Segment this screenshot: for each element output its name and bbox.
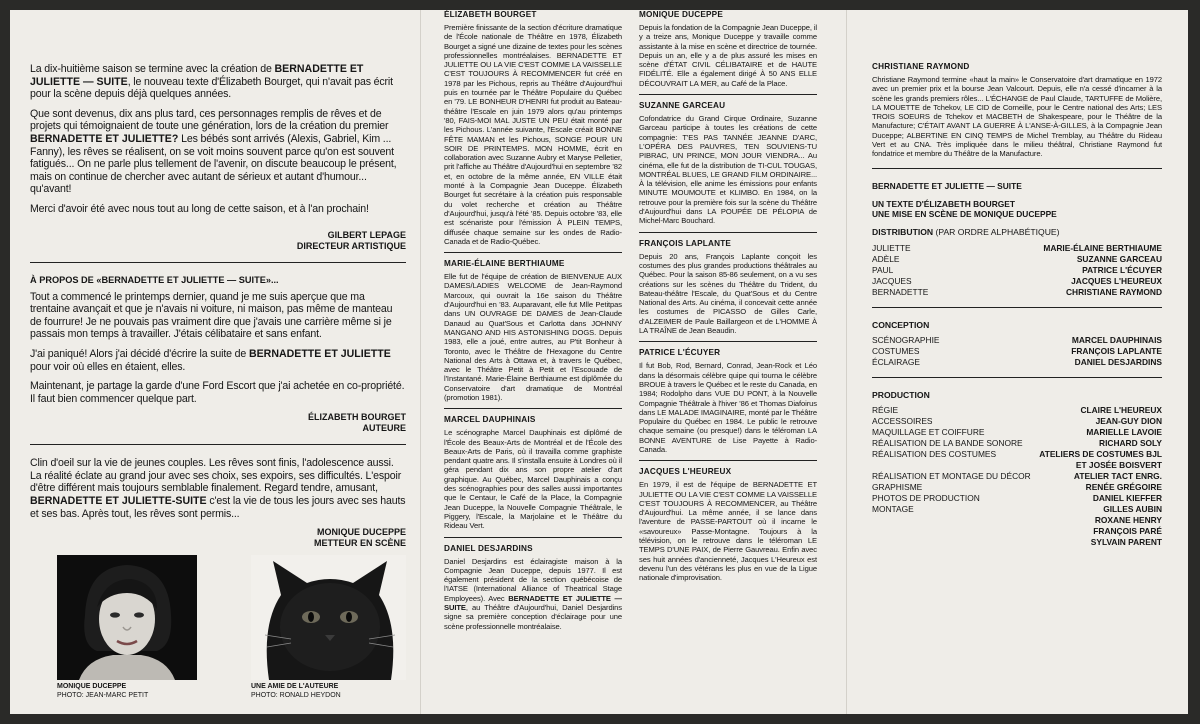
bio-name: MARIE-ÉLAINE BERTHIAUME xyxy=(444,259,565,269)
credit-name: SYLVAIN PARENT xyxy=(1090,536,1162,547)
author-paragraph: Maintenant, je partage la garde d'une Ford Escort que j'ai achetée en co-propriété. Il faut bien commencer quelque part. xyxy=(30,380,405,405)
intro-paragraph: La dix-huitième saison se termine avec la création de BERNADETTE ET JULIETTE — SUITE, le nouveau texte d'Élizabeth Bourget, qui n'avait pas écrit pour la scène depuis déjà quelques années. xyxy=(30,63,393,101)
credit-row xyxy=(872,287,1162,298)
credit-row xyxy=(872,346,1162,357)
credit-role: PHOTOS DE PRODUCTION xyxy=(872,492,980,503)
production-heading: PRODUCTION xyxy=(872,389,930,400)
bio-text: En 1979, il est de l'équipe de BERNADETTE ET JULIETTE OU LA VIE C'EST COMME LA VAISSELLE C'EST TOUJOURS À RECOMMENCER, au Théâtre d'Aujourd'hui. La même année, il se lance dans l'aventure de PASSE-PARTOUT où il incarne le «savoureux» Passe-Montagne. Toujours à la télévision, on le retrouve dans le téléroman LE TEMPS D'UNE PAIX, de Pierre Gauvreau. Enfin avec ses huit années d'ancienneté, Jacques L'Heureux est devenu l'un des vétérans les plus en vue de la Ligue nationale d'improvisation. xyxy=(639,480,817,583)
bio-text: Elle fut de l'équipe de création de BIENVENUE AUX DAMES/LADIES WELCOME de Jean-Raymond Marcoux, qui ouvrait la 16e saison du Théâtre d'Aujourd'hui en '83. Auparavant, elle fut Mlle Petitpas dans UN OUVRAGE DE DAMES de Jean-Claude Danaud au Quat'Sous et Carlotta dans JOHNNY MANGANO AND HIS ASTONISHING DOGS. Depuis 1983, elle a joué, entre autres, au P'tit Bonheur à Toronto, avec le Théâtre de l'Hexagone du Centre National des Arts à Ottawa et, à travers le Québec, avec le Théâtre Petit à Petit et l'Escouade de l'Instantané. Marie-Élaine Berthiaume est diplômée du Conservatoire d'art dramatique de Montréal (promotion 1981). xyxy=(444,272,622,402)
credit-row xyxy=(872,493,1162,504)
author-paragraph: J'ai paniqué! Alors j'ai décidé d'écrire la suite de BERNADETTE ET JULIETTE pour voir où elles en étaient, elles. xyxy=(30,347,391,373)
bio-column-2 xyxy=(639,10,817,714)
show-subtitle: UN TEXTE D'ÉLIZABETH BOURGET UNE MISE EN SCÈNE DE MONIQUE DUCEPPE xyxy=(872,198,1057,220)
credit-role: MONTAGE xyxy=(872,503,914,514)
credit-role: ADÈLE xyxy=(872,253,900,264)
divider xyxy=(872,307,1162,308)
divider xyxy=(30,444,406,445)
show-title: BERNADETTE ET JULIETTE — SUITE xyxy=(872,180,1022,191)
credit-name: JACQUES L'HEUREUX xyxy=(1071,275,1162,286)
bio-name: JACQUES L'HEUREUX xyxy=(639,467,732,477)
credit-name: MARCEL DAUPHINAIS xyxy=(1071,334,1162,345)
credit-name: ROXANE HENRY xyxy=(1094,514,1162,525)
divider xyxy=(639,341,817,342)
bio-text: Cofondatrice du Grand Cirque Ordinaire, Suzanne Garceau participe à toutes les créations de cette compagnie: T'ES PAS TANNÉE JEANNE D'ARC, L'OPÉRA DES PAUVRES, TEN SOUVIENS-TU PIBRAC, UN PRINCE, MON JOUR VIENDRA... Au cinéma, elle fut de la distribution de TI-CUL TOUGAS, MONTRÉAL BLUES, LE GRAND FILM ORDINAIRE... À la télévision, elle anime les émissions pour enfants MINUTE MOUMOUTE et KLIMBO. En 1984, on la retrouve pour la première fois sur la scène du Théâtre d'Aujourd'hui dans LA POUPÉE DE PÉLOPIA de Michel-Marc Bouchard. xyxy=(639,114,817,226)
signature-author: ÉLIZABETH BOURGET AUTEURE xyxy=(308,412,406,434)
credit-role: RÉALISATION DE LA BANDE SONORE xyxy=(872,437,1023,448)
credit-name: MARIELLE LAVOIE xyxy=(1086,426,1162,437)
director-paragraph: Clin d'oeil sur la vie de jeunes couples. Les rêves sont finis, l'adolescence aussi. La réalité éclate au grand jour avec ses choix, ses expoirs, ses difficultés. L'espoir d'être différent mais toujours semblable finalement. Regard tendre, amusant, BERNADETTE ET JULIETTE-SUITE c'est la vie de tous les jours avec ses hauts et ses bas. Après tout, les rêves sont permis... xyxy=(30,457,406,520)
credit-name: ET JOSÉE BOISVERT xyxy=(1075,459,1162,470)
bio-text: Le scénographe Marcel Dauphinais est diplômé de l'École des Beaux-Arts de Montréal et de l'École des Beaux-Arts de Paris, où il travailla comme graphiste pendant quatre ans. Il s'installa ensuite à Londres où il géra pendant dix ans son propre atelier d'art graphique. Au Québec, Marcel Dauphinais a conçu des scénographies pour des salles aussi importantes que le Centaur, le Café de la Place, la Compagnie Jean Duceppe, la Nouvelle Compagnie Théâtrale, le Piggery, l'Escale, la Marjolaine et le Théâtre du Rideau Vert. xyxy=(444,428,622,531)
bio-text: Depuis la fondation de la Compagnie Jean Duceppe, il y a treize ans, Monique Duceppe y travaille comme assistante à la mise en scène et directrice de tournée. Depuis un an, elle y a de plus assuré les mises en scène d'ÉTAT CIVIL CÉLIBATAIRE et de HAUTE FIDÉLITÉ. Elle a également dirigé À 50 ANS ELLE DÉCOUVRAIT LA MER, au Café de la Place. xyxy=(639,23,817,88)
divider xyxy=(30,262,406,263)
credit-name: JEAN-GUY DION xyxy=(1095,415,1162,426)
credit-row xyxy=(872,438,1162,449)
bio-text: Daniel Desjardins est éclairagiste maison à la Compagnie Jean Duceppe, depuis 1977. Il est également président de la section québécoise de l'IATSE (International Alliance of Theatrical Stage Employees). Avec BERNADETTE ET JULIETTE — SUITE, au Théâtre d'Aujourd'hui, Daniel Desjardins signe sa première conception d'éclairage pour une scène professionnelle montréalaise. xyxy=(444,556,622,631)
credit-name: ATELIER TACT ENRG. xyxy=(1073,470,1162,481)
bio-name: SUZANNE GARCEAU xyxy=(639,101,726,111)
credit-role: RÉALISATION DES COSTUMES xyxy=(872,448,997,459)
credit-row xyxy=(872,357,1162,368)
divider xyxy=(872,168,1162,169)
credit-name: GILLES AUBIN xyxy=(1103,503,1162,514)
credit-name: MARIE-ÉLAINE BERTHIAUME xyxy=(1043,242,1162,253)
credit-name: CLAIRE L'HEUREUX xyxy=(1080,404,1162,415)
bio-name: FRANÇOIS LAPLANTE xyxy=(639,238,732,248)
credit-name: PATRICE L'ÉCUYER xyxy=(1082,264,1162,275)
bio-text: Christiane Raymond termine «haut la main» le Conservatoire d'art dramatique en 1972 avec un premier prix et la bourse Jean Valcourt. Depuis, elle n'a cessé d'incarner à la scène les grands premiers rôles... L'ÉCHANGE de Paul Claude, TARTUFFE de Molière, LA MOUETTE de Tchekov, LE CID de Corneille, pour le Centre national des Arts; LES TROIS SOEURS de Tchekov et MACBETH de Shakespeare, pour le Théâtre de la Manufacture; C'ÉTAIT AVANT LA GUERRE À L'ANSE-À-GILLES, à la Compagnie Jean Duceppe; ALBERTINE EN CINQ TEMPS de Michel Tremblay, au Théâtre du Rideau Vert et au CNA. Très impliquée dans le milieu théâtral, Christiane Raymond fut fondatrice et membre du Théâtre de la Manufacture. xyxy=(872,75,1162,159)
credit-role: MAQUILLAGE ET COIFFURE xyxy=(872,426,985,437)
credit-role: COSTUMES xyxy=(872,345,920,356)
credits-column xyxy=(872,10,1162,714)
credit-row xyxy=(872,276,1162,287)
credit-role: JULIETTE xyxy=(872,242,911,253)
credit-row xyxy=(872,460,1162,471)
credit-row xyxy=(872,405,1162,416)
cat-caption: UNE AMIE DE L'AUTEURE PHOTO: RONALD HEYDON xyxy=(251,683,341,699)
bio-name: ÉLIZABETH BOURGET xyxy=(444,10,537,19)
production-list xyxy=(872,405,1162,548)
credit-name: DANIEL KIEFFER xyxy=(1092,492,1162,503)
signature-stage-director: MONIQUE DUCEPPE METTEUR EN SCÈNE xyxy=(313,527,406,549)
program-sheet xyxy=(10,10,1188,714)
divider xyxy=(639,232,817,233)
cat-photo xyxy=(251,555,406,680)
conception-list xyxy=(872,335,1162,368)
bio-name: PATRICE L'ÉCUYER xyxy=(639,348,721,358)
divider xyxy=(444,252,622,253)
credit-name: SUZANNE GARCEAU xyxy=(1076,253,1162,264)
credit-row xyxy=(872,504,1162,515)
credit-role: RÉALISATION ET MONTAGE DU DÉCOR xyxy=(872,470,1031,481)
credit-role: SCÉNOGRAPHIE xyxy=(872,334,940,345)
divider xyxy=(639,94,817,95)
credit-name: RENÉE GRÉGOIRE xyxy=(1085,481,1162,492)
bio-name: DANIEL DESJARDINS xyxy=(444,543,533,553)
credit-row xyxy=(872,449,1162,460)
bio-text: Depuis 20 ans, François Laplante conçoit les costumes des plus grandes productions théâtrales au Québec. Pour la saison 85-86 seulement, on a vu ses créations sur les scènes du Théâtre du Trident, du Bateau-théâtre l'Escale, du Quat'Sous et du Centre National des Arts. Au cinéma, il concevait cette année les costumes de PICASSO de Gilles Carle, d'ALZEIMER de Paule Baillargeon et de L'HOMME À LA TRAÎNE de Jean Beaudin. xyxy=(639,251,817,336)
conception-heading: CONCEPTION xyxy=(872,319,930,330)
credit-row xyxy=(872,265,1162,276)
intro-column xyxy=(30,10,406,714)
credit-name: ATELIERS DE COSTUMES BJL xyxy=(1039,448,1162,459)
credit-role: ACCESSOIRES xyxy=(872,415,933,426)
credit-row xyxy=(872,471,1162,482)
cast-list xyxy=(872,243,1162,298)
signature-director: GILBERT LEPAGE DIRECTEUR ARTISTIQUE xyxy=(296,229,406,251)
credit-role: GRAPHISME xyxy=(872,481,923,492)
portrait-photo xyxy=(57,555,197,680)
credit-row xyxy=(872,335,1162,346)
credit-row xyxy=(872,416,1162,427)
divider xyxy=(639,460,817,461)
credit-row xyxy=(872,537,1162,548)
credit-name: CHRISTIANE RAYMOND xyxy=(1065,286,1162,297)
divider xyxy=(872,377,1162,378)
credit-role: JACQUES xyxy=(872,275,912,286)
credit-row xyxy=(872,427,1162,438)
about-heading: À PROPOS DE «BERNADETTE ET JULIETTE — SUITE»... xyxy=(30,274,279,285)
author-paragraph: Tout a commencé le printemps dernier, quand je me suis aperçue que ma trentaine avançait et que je n'avais ni voiture, ni maison, pas même de manteau de fourrure! Je ne pouvais pas vraiment dire que j'avais une carrière même si je passais mon temps à travailler. J'étais célibataire et sans enfant. xyxy=(30,290,393,341)
bio-name: CHRISTIANE RAYMOND xyxy=(872,62,970,71)
intro-paragraph: Merci d'avoir été avec nous tout au long de cette saison, et à l'an prochain! xyxy=(30,202,369,215)
bio-name: MONIQUE DUCEPPE xyxy=(639,10,723,19)
divider xyxy=(444,537,622,538)
credit-row xyxy=(872,254,1162,265)
portrait-caption: MONIQUE DUCEPPE PHOTO: JEAN-MARC PETIT xyxy=(57,683,149,699)
credit-role: BERNADETTE xyxy=(872,286,929,297)
fold-line xyxy=(846,10,847,714)
credit-role: PAUL xyxy=(872,264,894,275)
credit-name: DANIEL DESJARDINS xyxy=(1074,356,1162,367)
bio-name: MARCEL DAUPHINAIS xyxy=(444,415,536,425)
credit-row xyxy=(872,515,1162,526)
fold-line xyxy=(420,10,421,714)
credit-name: FRANÇOIS LAPLANTE xyxy=(1071,345,1162,356)
credit-row xyxy=(872,526,1162,537)
credit-role: RÉGIE xyxy=(872,404,899,415)
photo-row xyxy=(30,555,406,705)
bio-column-1 xyxy=(444,10,622,714)
distribution-heading: DISTRIBUTION (PAR ORDRE ALPHABÉTIQUE) xyxy=(872,226,1060,237)
intro-paragraph: Que sont devenus, dix ans plus tard, ces personnages remplis de rêves et de projets qui témoignaient de toute une génération, lors de la création du premier BERNADETTE ET JULIETTE? Les bébés sont arrivés (Alexis, Gabriel, Kim ... Fanny), les rêves se réalisent, on se voit moins souvent parce qu'on est souvent fatigués... On ne parle plus tellement de l'avenir, on discute beaucoup le présent, mais on continue de chercher avec autant de sérieux et autant d'humour... qu'avant! xyxy=(30,107,397,196)
credit-row xyxy=(872,482,1162,493)
credit-row xyxy=(872,243,1162,254)
bio-text: Il fut Bob, Rod, Bernard, Conrad, Jean-Rock et Léo dans la désormais célèbre quipe qui tourna le célèbre BROUE à travers le Québec et le reste du Canada, en 1984; Rodolpho dans VUE DU PONT, à la Nouvelle Compagnie Théâtrale à l'hiver '86 et Thomas Diafoirus dans LE MALADE IMAGINAIRE, monté par le Théâtre Populaire du Québec en 1984. Le public le retrouve chaque semaine (ou presque!) dans le téléroman LA BONNE AVENTURE de Lise Payette à Radio-Canada. xyxy=(639,361,817,454)
credit-name: RICHARD SOLY xyxy=(1099,437,1162,448)
bio-text: Première finissante de la section d'écriture dramatique de l'École nationale de Théâtre en 1978, Élizabeth Bourget a signé une dizaine de textes pour les scènes professionnelles montréalaises. BERNADETTE ET JULIETTE OU LA VIE C'EST COMME LA VAISSELLE C'EST TOUJOURS À RECOMMENCER fut créé en 1978 par les Pichous, repris au Théâtre d'Aujourd'hui puis en tournée par le Théâtre Populaire du Québec en '79. LE BONHEUR D'HENRI fut produit au Bateau-théâtre l'Escale en juin 1979 alors qu'au printemps '80, FAIS-MOI MAL JUSTE UN PEU était monté par les Pichous. L'année suivante, l'Escale créait BONNE FÊTE MAMAN et les Pichous, SONGE POUR UN SOIR DE PRINTEMPS. MON HOMME, écrit en collaboration avec Suzanne Aubry et Maryse Pelletier, prit l'affiche au Théâtre d'Aujourd'hui en septembre '82 et, en octobre de la même année, EN VILLE était monté à la Compagnie Jean Duceppe. Élizabeth Bourget fut secrétaire à la création puis responsable du volet recherche et création au Théâtre d'Aujourd'hui, jusqu'à l'été '85. Depuis octobre '83, elle est scénariste pour l'émission À PLEIN TEMPS, diffusée chaque semaine sur les ondes de Radio-Canada et de Radio-Québec. xyxy=(444,23,622,246)
credit-name: FRANÇOIS PARÉ xyxy=(1093,525,1162,536)
divider xyxy=(444,408,622,409)
credit-role: ÉCLAIRAGE xyxy=(872,356,920,367)
